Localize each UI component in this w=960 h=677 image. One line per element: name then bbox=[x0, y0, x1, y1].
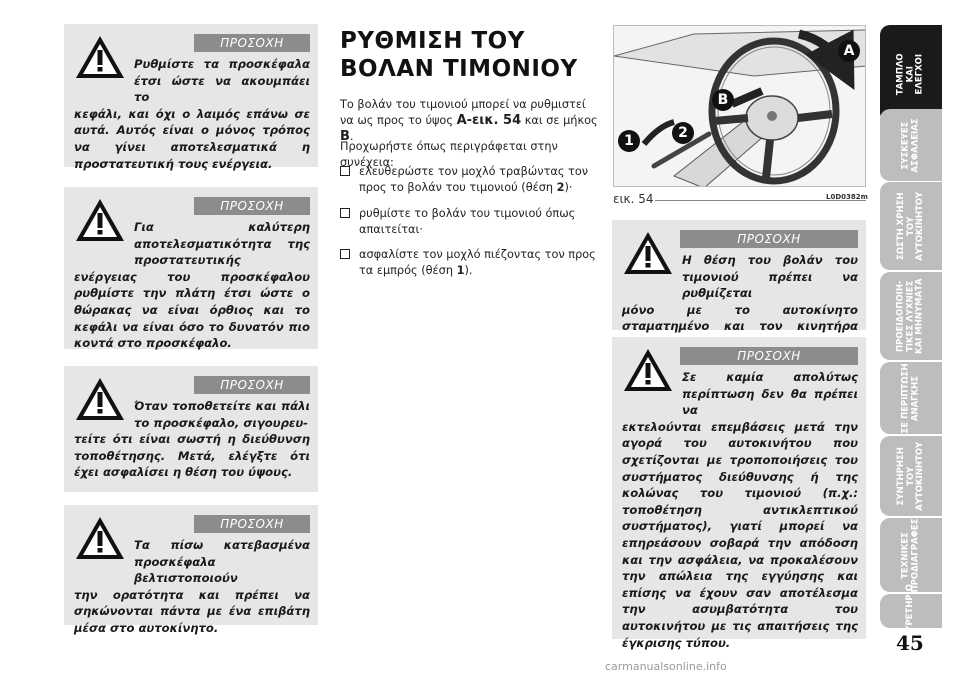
warning-box-5 bbox=[612, 220, 866, 334]
callout-b: B bbox=[712, 89, 734, 111]
step-text: ασφαλίστε τον μοχλό πιέζοντας τον προς τα εμπρός (θέση bbox=[359, 248, 596, 277]
warning-text-rest: την ορατότητα και πρέπει να σηκώνονται πάντα με ένα επιβάτη μέσα στο αυτοκίνητο. bbox=[74, 587, 310, 635]
step-text: ρυθμίστε το βολάν του τιμονιού όπως απαιτείται· bbox=[359, 207, 576, 236]
warning-label: ΠΡΟΣΟΧΗ bbox=[194, 376, 310, 394]
step-text-end: ). bbox=[464, 264, 473, 277]
tab-technical-specs[interactable] bbox=[880, 518, 942, 592]
figure-code: L0D0382m bbox=[826, 193, 868, 201]
callout-a: A bbox=[838, 40, 860, 62]
warning-box-6 bbox=[612, 337, 866, 650]
intro-text: Το βολάν του τιμονιού μπορεί να ρυθμιστεί να ως προς το ύψος bbox=[340, 98, 586, 127]
tab-label: ΤΕΧΝΙΚΕΣ ΠΡΟΔΙΑΓΡΑΦΕΣ bbox=[900, 518, 921, 592]
warning-text-start: Ρυθμίστε τα προσκέφαλα έτσι ώστε να ακουμπάει το bbox=[134, 57, 310, 105]
warning-text-start: Όταν τοποθετείτε και πάλι το προσκέφαλο, σιγουρευ- bbox=[134, 399, 310, 430]
step-3 bbox=[340, 247, 602, 279]
warning-text-rest: εκτελούνται επεμβάσεις μετά την αγορά του αυτοκινήτου που σχετίζονται με τροποποιήσεις του συστήματος διεύθυνσης ή της κολώνας του τιμονιού (π.χ.: τοποθέτηση αντικλεπτικού συστήματος), γιατί μπορεί να επηρεάσουν σοβαρά την απόδοση και την ασφάλεια, να προκαλέσουν την απώλεια της εγγύησης και επίσης να έχουν σαν αποτέλεσμα την ασυμβατότητα του αυτοκινήτου με τις απαιτήσεις της έγκρισης τύπου. bbox=[622, 419, 858, 650]
tab-label: ΤΑΜΠΛΟ ΚΑΙ ΕΛΕΓΧΟΙ bbox=[895, 53, 925, 95]
step-2 bbox=[340, 206, 602, 238]
warning-text-start: Για καλύτερη αποτελεσματικότητα της προστατευτικής bbox=[134, 220, 310, 268]
tab-safety-devices[interactable] bbox=[880, 109, 942, 181]
section-title-line-2: ΒΟΛΑΝ ΤΙΜΟΝΙΟΥ bbox=[340, 56, 578, 82]
step-text: ελευθερώστε τον μοχλό τραβώντας τον προς το βολάν του τιμονιού (θέση bbox=[359, 165, 589, 194]
figure-ref-b: B bbox=[340, 129, 350, 144]
figure-caption: εικ. 54 bbox=[613, 192, 654, 206]
warning-box-2 bbox=[64, 187, 318, 349]
warning-label: ΠΡΟΣΟΧΗ bbox=[194, 197, 310, 215]
checkbox-bullet-icon bbox=[340, 208, 350, 218]
tab-index[interactable] bbox=[880, 584, 942, 638]
warning-text-start: Η θέση του βολάν του τιμονιού πρέπει να ρυθμίζεται bbox=[682, 253, 858, 301]
figure-ref-a: A-εικ. 54 bbox=[456, 113, 522, 128]
checkbox-bullet-icon bbox=[340, 249, 350, 259]
warning-box-1 bbox=[64, 24, 318, 171]
tab-correct-use[interactable] bbox=[880, 182, 942, 270]
tab-label: ΣΕ ΠΕΡΙΠΤΩΣΗ ΑΝΑΓΚΗΣ bbox=[900, 363, 921, 433]
warning-label: ΠΡΟΣΟΧΗ bbox=[194, 515, 310, 533]
tab-label: ΣΩΣΤΗ ΧΡΗΣΗ ΤΟΥ ΑΥΤΟΚΙΝΗΤΟΥ bbox=[895, 191, 925, 261]
callout-1: 1 bbox=[618, 130, 640, 152]
section-title-line-1: ΡΥΘΜΙΣΗ ΤΟΥ bbox=[340, 28, 525, 54]
tab-label: ΣΥΣΚΕΥΕΣ ΑΣΦΑΛΕΙΑΣ bbox=[900, 117, 920, 173]
tab-warning-lights[interactable] bbox=[880, 272, 942, 360]
warning-text-rest: μόνο με το αυτοκίνητο σταματημένο και τον κινητήρα bbox=[622, 302, 858, 334]
intro-paragraph bbox=[340, 97, 600, 145]
warning-text-rest: κεφάλι, και όχι ο λαιμός επάνω σε αυτά. Αυτός είναι ο μόνος τρόπος να γίνει αποτελεσματικά η προστατευτική τους ενέργεια. bbox=[74, 106, 310, 171]
warning-label: ΠΡΟΣΟΧΗ bbox=[680, 230, 858, 248]
step-ref: 2 bbox=[556, 181, 565, 194]
checkbox-bullet-icon bbox=[340, 166, 350, 176]
section-title bbox=[340, 27, 600, 83]
page-number: 45 bbox=[896, 631, 924, 655]
intro-text-mid: και σε μήκος bbox=[521, 114, 598, 127]
tab-maintenance[interactable] bbox=[880, 436, 942, 516]
warning-box-4 bbox=[64, 505, 318, 635]
callout-2: 2 bbox=[672, 122, 694, 144]
warning-text-rest: ενέργειας του προσκέφαλου ρυθμίστε την πλάτη έτσι ώστε ο θώρακας να είναι όρθιος και το κεφάλι να είναι όσο το δυνατόν πιο κοντά στο προσκέφαλο. bbox=[74, 269, 310, 351]
tab-emergency[interactable] bbox=[880, 362, 942, 434]
intro-text-end: . bbox=[349, 130, 354, 143]
tab-label: ΕΥΡΕΤΗΡΙΟ bbox=[905, 584, 916, 638]
warning-text-start: Τα πίσω κατεβασμένα προσκέφαλα βελτιστοποιούν bbox=[134, 538, 310, 586]
steering-wheel-figure bbox=[613, 25, 866, 187]
warning-text-rest: τείτε ότι είναι σωστή η διεύθυνση τοποθέτησης. Μετά, ελέγξτε ότι έχει ασφαλίσει η θέση του ύψους. bbox=[74, 432, 310, 480]
tab-label: ΠΡΟΕΙΔΟΠΟΙΗ- ΤΙΚΕΣ ΛΥΧΝΙΕΣ ΚΑΙ ΜΗΝΥΜΑΤΑ bbox=[895, 278, 925, 354]
step-1 bbox=[340, 164, 602, 196]
step-text-end: )· bbox=[564, 181, 573, 194]
warning-box-3 bbox=[64, 366, 318, 492]
step-ref: 1 bbox=[456, 264, 465, 277]
procedure-text: Προχωρήστε όπως περιγράφεται στην συνέχεια: bbox=[340, 140, 558, 169]
warning-label: ΠΡΟΣΟΧΗ bbox=[194, 34, 310, 52]
watermark: carmanualsonline.info bbox=[605, 660, 727, 673]
warning-text-start: Σε καμία απολύτως περίπτωση δεν θα πρέπει να bbox=[682, 370, 858, 418]
tab-label: ΣΥΝΤΗΡΗΣΗ ΤΟΥ ΑΥΤΟΚΙΝΗΤΟΥ bbox=[895, 441, 925, 511]
warning-label: ΠΡΟΣΟΧΗ bbox=[680, 347, 858, 365]
steering-wheel-illustration-icon bbox=[614, 26, 866, 187]
